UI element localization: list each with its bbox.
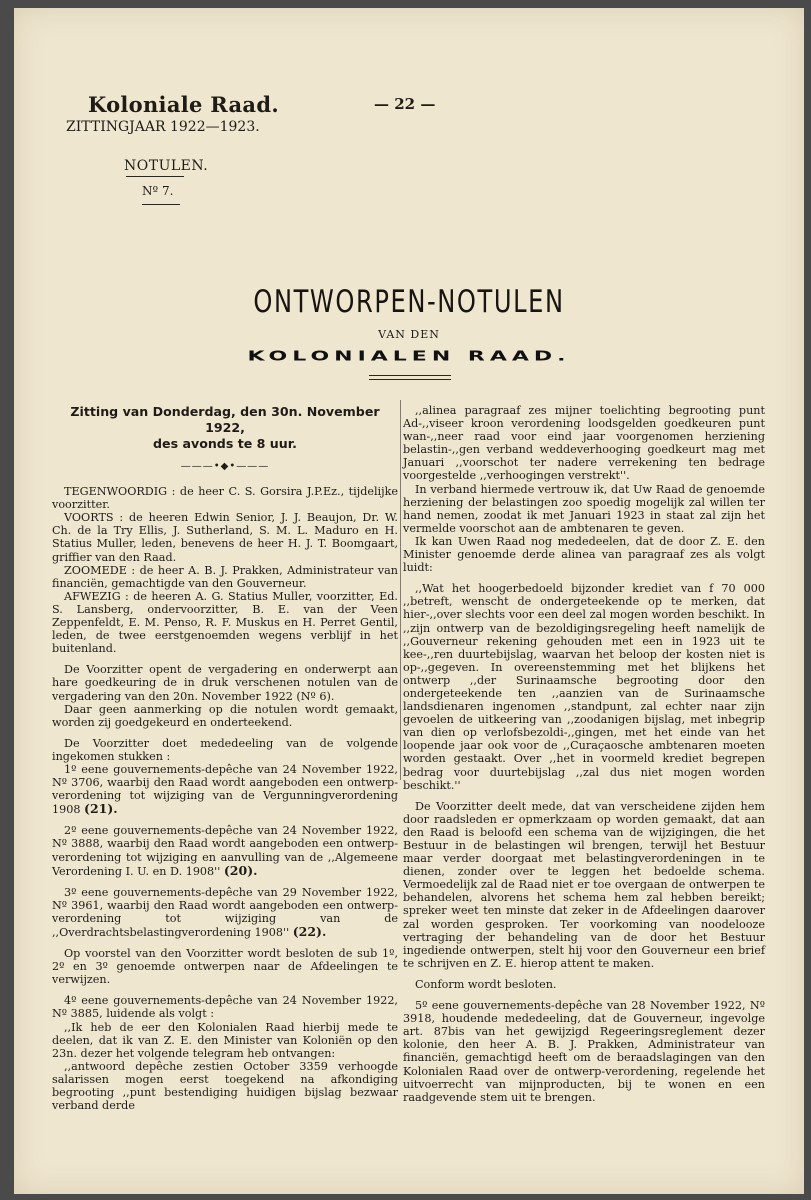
list-item: 4º eene gouvernements-depêche van 24 November 1922, Nº 3885, luidende als volgt :	[52, 994, 398, 1021]
divider	[369, 379, 451, 380]
left-column	[52, 404, 398, 1112]
attendance-likewise: ZOOMEDE : de heer A. B. J. Prakken, Administrateur van financiën, gemachtigde van den Gouverneur.	[52, 563, 398, 590]
right-column	[403, 404, 765, 1104]
list-item-text: 3º eene gouvernements-depêche van 29 November 1922, Nº 3961, waarbij den Raad wordt aangeboden een ontwerp-verordening tot wijziging van de ,,Overdrachtsbelastingverordening 1908''	[52, 885, 398, 939]
quoted-telegram: ,,alinea paragraaf zes mijner toelichting begrooting punt Ad-,,viseer kroon verordening loodsgelden goedkeuren punt wan-,,neer raad voor eind jaar voorgenomen herziening belastin-,,gen verband weddeverhooging goedkeurt mag met Januari ,,voorschot ter nadere verrekening ten bedrage voorgestelde ,,verhoogingen verstrekt''.	[403, 404, 765, 483]
list-item-text: 2º eene gouvernements-depêche van 24 November 1922, Nº 3888, waarbij den Raad wordt aangeboden een ontwerp-verordening tot wijziging en aanvulling van de ,,Algemeene Verordening I. U. en D. 1908''	[52, 824, 398, 878]
list-item-number: (20).	[223, 862, 258, 878]
paragraph: De Voorzitter deelt mede, dat van verscheidene zijden hem door raadsleden er opmerkzaam op worden gemaakt, dat aan den Raad is beloofd een schema van de wijzigingen, die het Bestuur in de belastingen wil brengen, terwijl het Bestuur maar verder doorgaat met belastingverordeningen in te dienen, zonder over te leggen het bedoelde schema. Vermoedelijk zal de Raad niet er toe overgaan de ontwerpen te behandelen, alvorens het schema hem zal hebben bereikt; spreker weet ten minste dat zeker in de Afdeelingen daarover zal worden gesproken. Ter voorkoming van noodelooze vertraging der behandeling van de door het Bestuur ingediende ontwerpen, stelt hij voor den Gouverneur een brief te schrijven en Z. E. hierop attent te maken.	[403, 799, 765, 970]
quoted-passage: ,,Wat het hoogerbedoeld bijzonder krediet van f 70 000 ,,betreft, wenscht de ondergeteekende op te merken, dat hier-,,over slechts voor een deel zal mogen worden beschikt. In ,,zijn ontwerp van de bezoldigingsregeling heeft namelijk de ,,Gouverneur rekening gehouden met een in 1923 uit te kee-,,ren duurtebijslag, waarvan het beloop der kosten niet is op-,,gegeven. In overeenstemming met het blijkens het ontwerp ,,der Surinaamsche begrooting door den ondergeteekende ten ,,aanzien van de Surinaamsche landsdienaren ingenomen ,,standpunt, zal echter naar zijn gevoelen de uitkeering van ,,zoodanigen bijslag, met inbegrip van dien op verlofsbezoldi-,,gingen, met het einde van het loopende jaar ook voor de ,,Curaçaosche ambtenaren moeten worden gestaakt. Over ,,het in voormeld krediet begrepen bedrag voor duurtebijslag ,,zal dus niet mogen worden beschikt.''	[403, 582, 765, 792]
paragraph: De Voorzitter doet mededeeling van de volgende ingekomen stukken :	[52, 736, 398, 763]
list-item-number: (22).	[292, 924, 327, 939]
paragraph: Ik kan Uwen Raad nog mededeelen, dat de door Z. E. den Minister genoemde derde alinea van paragraaf zes als volgt luidt:	[403, 534, 765, 575]
document-page	[14, 8, 804, 1194]
paragraph: Op voorstel van den Voorzitter wordt besloten de sub 1º, 2º en 3º genoemde ontwerpen naar de Afdeelingen te verwijzen.	[52, 947, 398, 987]
list-item	[52, 886, 398, 939]
paragraph: In verband hiermede vertrouw ik, dat Uw Raad de genoemde herziening der belastingen zoo spoedig mogelijk zal willen ter hand nemen, zoodat ik met Januari 1923 in staat zal zijn het vermelde voorschot aan de ambtenaren te geven.	[403, 482, 765, 535]
list-item-number: (21).	[84, 801, 118, 817]
quoted-telegram: ,,antwoord depêche zestien October 3359 verhoogde salarissen mogen eerst toegekend na afkondiging begrooting ,,punt bestendiging huidigen bijslag bezwaar verband derde	[52, 1059, 398, 1113]
paragraph: De Voorzitter opent de vergadering en onderwerpt aan hare goedkeuring de in druk verschenen notulen van de vergadering van den 20n. November 1922 (Nº 6).	[52, 663, 398, 703]
divider	[369, 375, 451, 376]
list-item: 5º eene gouvernements-depêche van 28 November 1922, Nº 3918, houdende mededeeling, dat de Gouverneur, ingevolge art. 87bis van het gewijzigd Regeeringsreglement dezer kolonie, den heer A. B. J. Prakken, Administrateur van financiën, gemachtigd heeft om de beraadslagingen van den Kolonialen Raad over de ontwerp-verordening, regelende het uitvoerrecht van mijnproducten, bij te wonen en een raadgevende stem uit te brengen.	[403, 999, 765, 1104]
divider	[142, 204, 180, 205]
notulen-label: NOTULEN.	[124, 158, 209, 174]
raad-title: KOLONIALEN RAAD.	[247, 348, 571, 365]
page-number: — 22 —	[374, 95, 436, 113]
session-year: ZITTINGJAAR 1922—1923.	[66, 119, 260, 135]
paragraph: Daar geen aanmerking op die notulen wordt gemaakt, worden zij goedgekeurd en onderteekend.	[52, 702, 398, 729]
session-heading-line2: des avonds te 8 uur.	[153, 436, 297, 451]
paragraph: Conform wordt besloten.	[415, 977, 557, 991]
session-heading	[52, 404, 398, 452]
van-den-label: VAN DEN	[378, 328, 440, 341]
list-item	[52, 763, 398, 816]
notulen-number: Nº 7.	[142, 184, 174, 198]
attendance-absent: AFWEZIG : de heeren A. G. Statius Muller, voorzitter, Ed. S. Lansberg, ondervoorzitter, B. E. van der Veen Zeppenfeldt, E. M. Penso, R. F. Muskus en H. Perret Gentil, leden, de twee eerstgenoemden wegens verblijf in het buitenland.	[52, 589, 398, 656]
list-item-text: 1º eene gouvernements-depêche van 24 November 1922, Nº 3706, waarbij den Raad wordt aangeboden een ontwerp-verordening tot wijziging van de Vergunningverordening 1908	[52, 762, 398, 817]
council-title: Koloniale Raad.	[88, 92, 279, 117]
list-item	[52, 824, 398, 877]
divider	[126, 176, 184, 177]
attendance-present: TEGENWOORDIG : de heer C. S. Gorsira J.P.Ez., tijdelijke voorzitter.	[52, 485, 398, 512]
attendance-also: VOORTS : de heeren Edwin Senior, J. J. Beaujon, Dr. W. Ch. de la Try Ellis, J. Sutherland, S. M. L. Maduro en H. Statius Muller, leden, benevens de heer H. J. T. Boomgaart, griffier van den Raad.	[52, 511, 398, 564]
quoted-letter: ,,Ik heb de eer den Kolonialen Raad hierbij mede te deelen, dat ik van Z. E. den Minister van Koloniën op den 23n. dezer het volgende telegram heb ontvangen:	[52, 1020, 398, 1060]
ornament-divider: ———•◆•———	[180, 461, 270, 472]
session-heading-line1: Zitting van Donderdag, den 30n. November 1922,	[70, 404, 380, 435]
column-divider	[400, 400, 401, 780]
main-title: ONTWORPEN-NOTULEN	[253, 284, 565, 320]
